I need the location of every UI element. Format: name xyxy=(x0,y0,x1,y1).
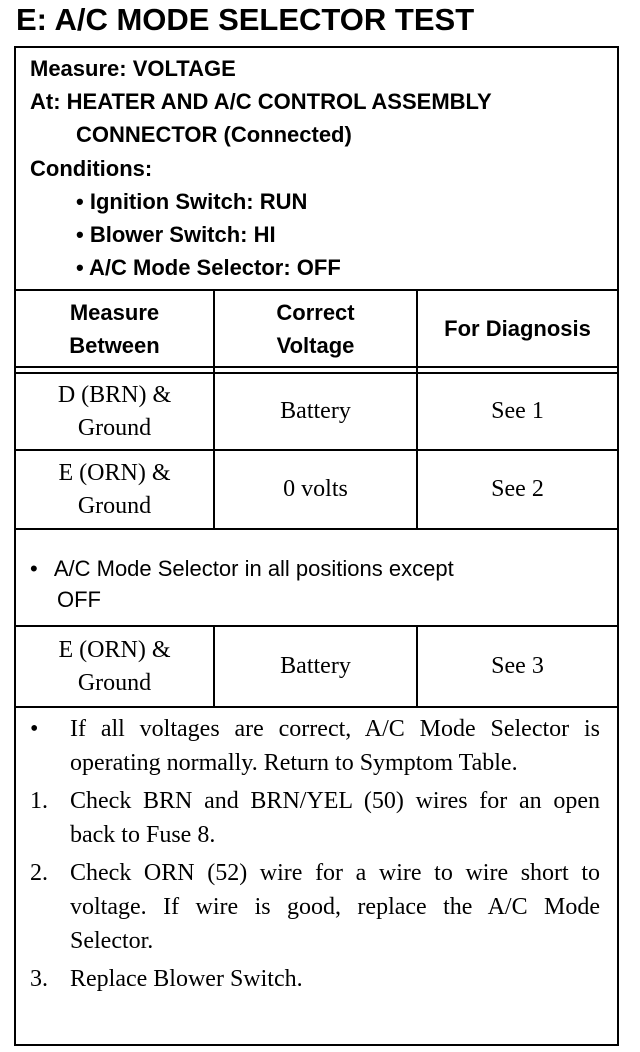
list-item: 2. Check ORN (52) wire for a wire to wire short to voltage. If wire is good, replace the A/C Mode Selector. xyxy=(30,856,600,958)
condition-item: • Ignition Switch: RUN xyxy=(76,189,308,214)
list-number: 2. xyxy=(30,860,48,886)
bullet-icon: • xyxy=(76,189,84,214)
table-row-diagnosis: See 3 xyxy=(491,653,544,679)
list-item: 3. Replace Blower Switch. xyxy=(30,962,600,996)
at-value-line1: HEATER AND A/C CONTROL ASSEMBLY xyxy=(66,89,492,114)
condition-note-line2: OFF xyxy=(57,587,101,612)
column-header-correct-voltage: Correct Voltage xyxy=(276,299,355,358)
table-row-between: E (ORN) & Ground xyxy=(58,459,171,519)
page-title: E: A/C MODE SELECTOR TEST xyxy=(16,2,475,37)
conditions-label: Conditions: xyxy=(30,156,153,181)
condition-item: • A/C Mode Selector: OFF xyxy=(76,255,341,280)
at-label: At: xyxy=(30,89,61,114)
table-row-diagnosis: See 2 xyxy=(491,476,544,502)
column-header-measure-between: Measure Between xyxy=(69,299,160,358)
bullet-icon: • xyxy=(30,556,38,581)
divider xyxy=(14,366,619,368)
at-line xyxy=(30,89,492,115)
table-row-voltage: 0 volts xyxy=(283,476,348,502)
diagnosis-notes xyxy=(30,712,600,996)
divider xyxy=(14,528,619,530)
list-number: 3. xyxy=(30,966,48,992)
table-row-between: D (BRN) & Ground xyxy=(57,381,172,441)
condition-item: • Blower Switch: HI xyxy=(76,222,276,247)
list-item: 1. Check BRN and BRN/YEL (50) wires for an open back to Fuse 8. xyxy=(30,784,600,852)
bullet-icon: • xyxy=(76,222,84,247)
column-header-for-diagnosis: For Diagnosis xyxy=(444,316,591,341)
measure-label: Measure: xyxy=(30,56,127,81)
bullet-icon: • xyxy=(30,716,39,742)
table-row-voltage: Battery xyxy=(280,653,351,679)
list-item: • If all voltages are correct, A/C Mode Selector is operating normally. Return to Symptom Table. xyxy=(30,712,600,780)
at-value-line2: CONNECTOR (Connected) xyxy=(76,122,352,147)
table-row-between: E (ORN) & Ground xyxy=(58,636,171,696)
list-number: 1. xyxy=(30,788,48,814)
measure-line xyxy=(30,56,236,82)
bullet-icon: • xyxy=(76,255,84,280)
table-row-voltage: Battery xyxy=(280,398,351,424)
table-row-diagnosis: See 1 xyxy=(491,398,544,424)
divider xyxy=(14,706,619,708)
condition-note: • A/C Mode Selector in all positions except xyxy=(30,556,454,581)
measure-value: VOLTAGE xyxy=(132,56,236,81)
